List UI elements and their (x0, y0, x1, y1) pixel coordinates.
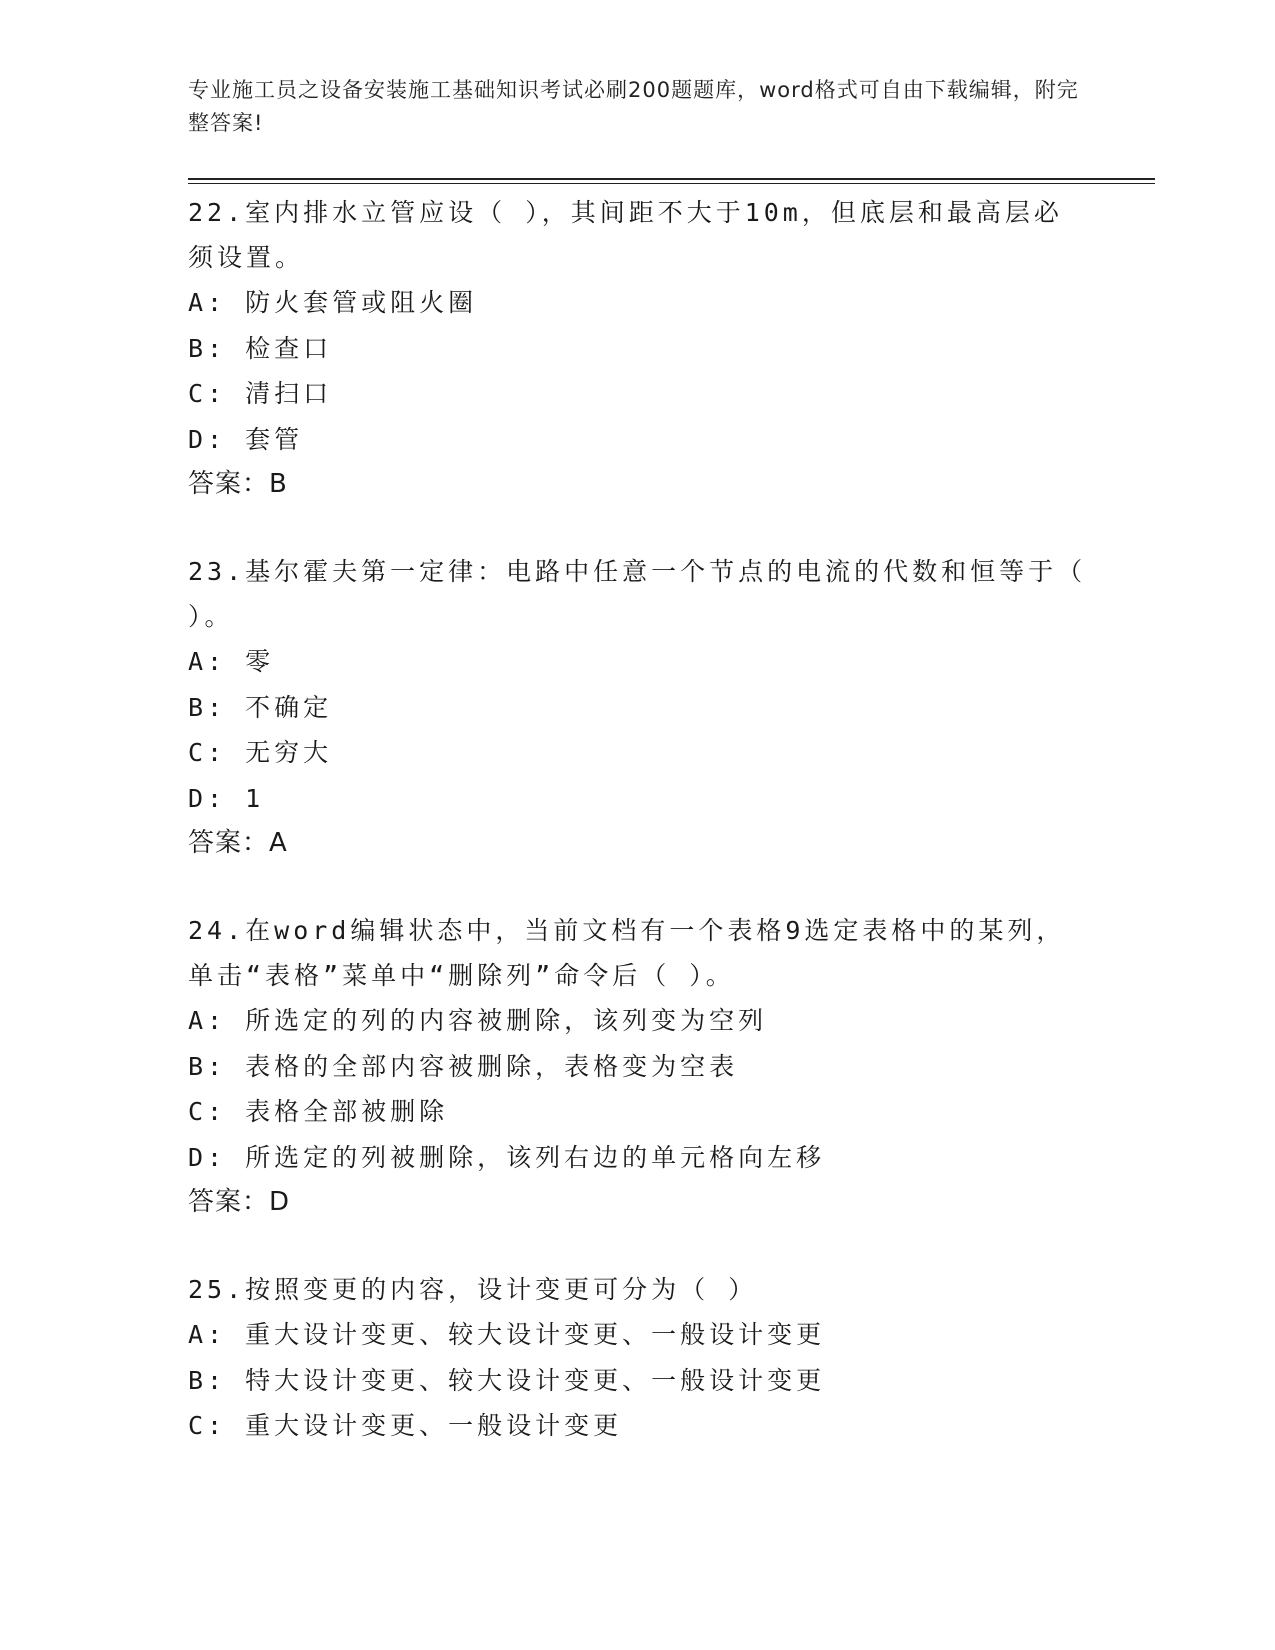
question-stem: 25.按照变更的内容，设计变更可分为（ ） (188, 1275, 758, 1304)
question-list (188, 190, 1088, 1491)
question-stem: 24.在word编辑状态中，当前文档有一个表格9选定表格中的某列，单击“表格”菜单中“删除列”命令后（ ）。 (188, 916, 1066, 990)
option-d: D: 套管 (188, 424, 304, 454)
option-b: B: 不确定 (188, 692, 333, 722)
question-24 (188, 908, 1088, 1225)
header-divider (188, 178, 1155, 184)
option-a: A: 重大设计变更、较大设计变更、一般设计变更 (188, 1320, 826, 1349)
page-header (188, 74, 1088, 140)
option-a: A: 防火套管或阻火圈 (188, 288, 478, 317)
question-25 (188, 1267, 1088, 1449)
question-23 (188, 549, 1088, 866)
option-c: C: 无穷大 (188, 738, 333, 767)
option-d: D: 1 (188, 783, 265, 813)
option-b: B: 特大设计变更、较大设计变更、一般设计变更 (188, 1365, 826, 1395)
option-c: C: 重大设计变更、一般设计变更 (188, 1411, 623, 1440)
question-stem: 23.基尔霍夫第一定律：电路中任意一个节点的电流的代数和恒等于（ ）。 (188, 557, 1087, 631)
answer: 答案：D (188, 1187, 291, 1217)
option-d: D: 所选定的列被删除，该列右边的单元格向左移 (188, 1142, 826, 1172)
option-b: B: 检查口 (188, 333, 333, 363)
answer: 答案：B (188, 469, 288, 499)
option-c: C: 清扫口 (188, 379, 333, 408)
question-stem: 22.室内排水立管应设（ ），其间距不大于10m，但底层和最高层必须设置。 (188, 198, 1063, 272)
option-b: B: 表格的全部内容被删除，表格变为空表 (188, 1051, 739, 1081)
document-title: 专业施工员之设备安装施工基础知识考试必刷200题题库，word格式可自由下载编辑，附完整答案! (188, 78, 1079, 135)
option-a: A: 零 (188, 647, 275, 676)
question-22 (188, 190, 1088, 507)
option-a: A: 所选定的列的内容被删除，该列变为空列 (188, 1006, 768, 1035)
answer: 答案：A (188, 828, 288, 858)
option-c: C: 表格全部被删除 (188, 1097, 449, 1126)
